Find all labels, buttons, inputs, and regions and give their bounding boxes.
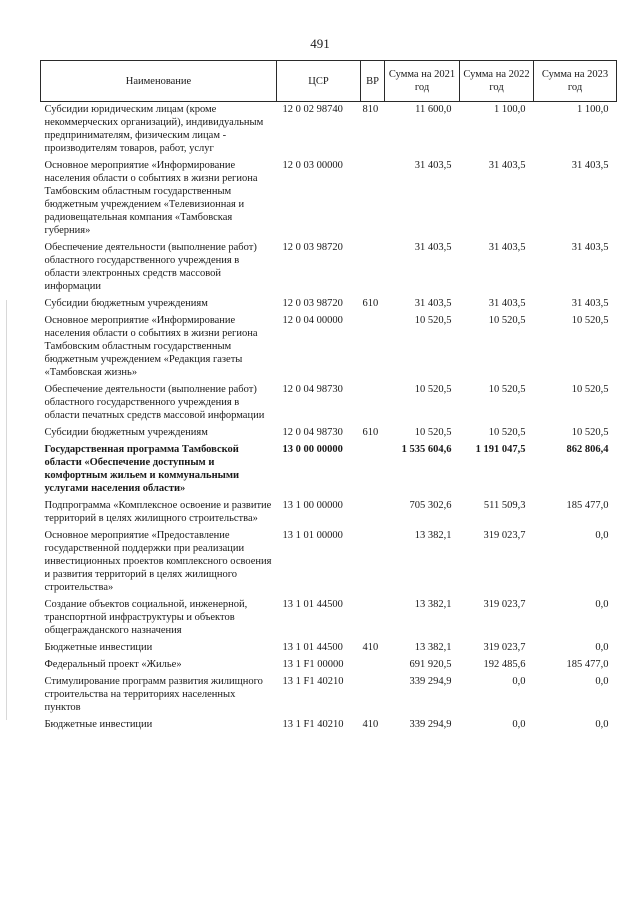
header-vr: ВР xyxy=(361,61,385,102)
table-row xyxy=(41,674,617,717)
cell-csr: 13 1 F1 40210 xyxy=(282,719,344,730)
cell-vr xyxy=(361,240,385,296)
cell-vr xyxy=(361,158,385,240)
cell-sum-2022: 31 403,5 xyxy=(488,242,526,253)
cell-sum-2021: 13 382,1 xyxy=(414,530,452,541)
cell-sum-2021: 339 294,9 xyxy=(409,719,452,730)
table-row xyxy=(41,296,617,313)
cell-sum-2023: 10 520,5 xyxy=(571,384,609,395)
cell-sum-2023: 10 520,5 xyxy=(571,315,609,326)
cell-vr xyxy=(361,528,385,597)
cell-sum-2023: 0,0 xyxy=(595,642,609,653)
cell-vr xyxy=(361,597,385,640)
table-body xyxy=(41,102,617,735)
cell-name: Основное мероприятие «Информирование населения области о событиях в жизни региона Тамбовским областным государственным бюджетным учреждением «Телевизионная и радиовещательная компания «Тамбовская губерния» xyxy=(44,160,258,236)
cell-sum-2023: 185 477,0 xyxy=(566,500,609,511)
cell-sum-2023: 31 403,5 xyxy=(571,242,609,253)
cell-sum-2023: 31 403,5 xyxy=(571,298,609,309)
cell-sum-2021: 1 535 604,6 xyxy=(401,444,452,455)
cell-sum-2022: 319 023,7 xyxy=(483,599,526,610)
cell-csr: 13 1 00 00000 xyxy=(282,500,343,511)
cell-name: Обеспечение деятельности (выполнение работ) областного государственного учреждения в области печатных средств массовой информации xyxy=(44,384,265,421)
cell-sum-2021: 10 520,5 xyxy=(414,315,452,326)
cell-sum-2023: 0,0 xyxy=(595,719,609,730)
cell-sum-2023: 0,0 xyxy=(595,599,609,610)
budget-table xyxy=(40,60,617,734)
header-sum-2022: Сумма на 2022 год xyxy=(460,61,534,102)
cell-sum-2022: 31 403,5 xyxy=(488,298,526,309)
cell-csr: 13 1 01 44500 xyxy=(282,599,343,610)
cell-sum-2022: 0,0 xyxy=(512,676,526,687)
cell-vr xyxy=(361,442,385,498)
header-name: Наименование xyxy=(41,61,277,102)
cell-vr xyxy=(361,657,385,674)
cell-sum-2023: 31 403,5 xyxy=(571,160,609,171)
cell-vr: 610 xyxy=(362,427,379,438)
cell-sum-2022: 10 520,5 xyxy=(488,384,526,395)
cell-name: Подпрограмма «Комплексное освоение и развитие территорий в целях жилищного строительства» xyxy=(44,500,272,524)
page-number: 491 xyxy=(310,36,330,51)
table-row xyxy=(41,240,617,296)
cell-sum-2022: 0,0 xyxy=(512,719,526,730)
cell-sum-2022: 10 520,5 xyxy=(488,315,526,326)
cell-sum-2021: 11 600,0 xyxy=(415,104,452,115)
cell-vr xyxy=(361,313,385,382)
cell-sum-2021: 31 403,5 xyxy=(414,160,452,171)
table-row xyxy=(41,498,617,528)
cell-sum-2022: 319 023,7 xyxy=(483,642,526,653)
cell-sum-2023: 0,0 xyxy=(595,676,609,687)
cell-csr: 12 0 03 98720 xyxy=(282,298,343,309)
cell-name: Государственная программа Тамбовской области «Обеспечение доступным и комфортным жильем и коммунальными услугами населения области» xyxy=(44,444,240,494)
cell-sum-2021: 691 920,5 xyxy=(409,659,452,670)
cell-sum-2022: 511 509,3 xyxy=(483,500,526,511)
cell-csr: 13 1 F1 40210 xyxy=(282,676,344,687)
cell-name: Стимулирование программ развития жилищного строительства на территориях населенных пунктов xyxy=(44,676,263,713)
cell-vr xyxy=(361,674,385,717)
cell-sum-2021: 13 382,1 xyxy=(414,642,452,653)
cell-sum-2022: 31 403,5 xyxy=(488,160,526,171)
cell-csr: 12 0 04 00000 xyxy=(282,315,343,326)
table-row xyxy=(41,528,617,597)
table-row xyxy=(41,640,617,657)
cell-csr: 13 1 01 44500 xyxy=(282,642,343,653)
table-row xyxy=(41,313,617,382)
cell-sum-2022: 192 485,6 xyxy=(483,659,526,670)
cell-csr: 12 0 03 00000 xyxy=(282,160,343,171)
cell-name: Субсидии бюджетным учреждениям xyxy=(44,427,208,438)
cell-name: Субсидии юридическим лицам (кроме некоммерческих организаций), индивидуальным предпринимателям, физическим лицам - производителям товаров, работ, услуг xyxy=(44,104,264,154)
cell-vr: 410 xyxy=(362,642,379,653)
cell-sum-2021: 13 382,1 xyxy=(414,599,452,610)
cell-sum-2021: 31 403,5 xyxy=(414,298,452,309)
cell-name: Субсидии бюджетным учреждениям xyxy=(44,298,208,309)
scan-margin-line xyxy=(6,300,7,720)
table-row xyxy=(41,717,617,734)
cell-sum-2023: 0,0 xyxy=(595,530,609,541)
cell-sum-2021: 10 520,5 xyxy=(414,427,452,438)
header-sum-2021: Сумма на 2021 год xyxy=(385,61,460,102)
cell-sum-2023: 1 100,0 xyxy=(577,104,609,115)
table-row xyxy=(41,102,617,159)
cell-sum-2022: 319 023,7 xyxy=(483,530,526,541)
cell-sum-2022: 10 520,5 xyxy=(488,427,526,438)
cell-sum-2023: 10 520,5 xyxy=(571,427,609,438)
cell-name: Обеспечение деятельности (выполнение работ) областного государственного учреждения в области электронных средств массовой информации xyxy=(44,242,257,292)
table-row xyxy=(41,657,617,674)
table-row xyxy=(41,425,617,442)
table-row xyxy=(41,597,617,640)
cell-csr: 12 0 02 98740 xyxy=(282,104,343,115)
cell-csr: 13 0 00 00000 xyxy=(282,444,343,455)
header-csr: ЦСР xyxy=(277,61,361,102)
cell-name: Создание объектов социальной, инженерной, транспортной инфраструктуры и объектов общегражданского назначения xyxy=(44,599,248,636)
cell-name: Бюджетные инвестиции xyxy=(44,719,153,730)
cell-csr: 12 0 04 98730 xyxy=(282,384,343,395)
cell-csr: 12 0 03 98720 xyxy=(282,242,343,253)
cell-sum-2023: 862 806,4 xyxy=(566,444,609,455)
table-row xyxy=(41,442,617,498)
cell-name: Федеральный проект «Жилье» xyxy=(44,659,182,670)
cell-csr: 13 1 01 00000 xyxy=(282,530,343,541)
header-sum-2023: Сумма на 2023 год xyxy=(534,61,617,102)
cell-vr xyxy=(361,382,385,425)
cell-sum-2022: 1 100,0 xyxy=(494,104,526,115)
cell-sum-2021: 10 520,5 xyxy=(414,384,452,395)
cell-name: Основное мероприятие «Информирование населения области о событиях в жизни региона Тамбовским областным государственным бюджетным учреждением «Редакция газеты «Тамбовская жизнь» xyxy=(44,315,258,378)
cell-sum-2023: 185 477,0 xyxy=(566,659,609,670)
cell-sum-2022: 1 191 047,5 xyxy=(475,444,526,455)
cell-vr: 810 xyxy=(362,104,379,115)
table-header-row xyxy=(41,61,617,102)
cell-vr: 610 xyxy=(362,298,379,309)
cell-name: Бюджетные инвестиции xyxy=(44,642,153,653)
cell-csr: 13 1 F1 00000 xyxy=(282,659,344,670)
cell-sum-2021: 705 302,6 xyxy=(409,500,452,511)
cell-sum-2021: 339 294,9 xyxy=(409,676,452,687)
table-row xyxy=(41,158,617,240)
cell-name: Основное мероприятие «Предоставление государственной поддержки при реализации инвестиционных проектов комплексного освоения и развития территорий в целях жилищного строительства» xyxy=(44,530,272,593)
cell-vr xyxy=(361,498,385,528)
cell-sum-2021: 31 403,5 xyxy=(414,242,452,253)
table-row xyxy=(41,382,617,425)
cell-csr: 12 0 04 98730 xyxy=(282,427,343,438)
cell-vr: 410 xyxy=(362,719,379,730)
